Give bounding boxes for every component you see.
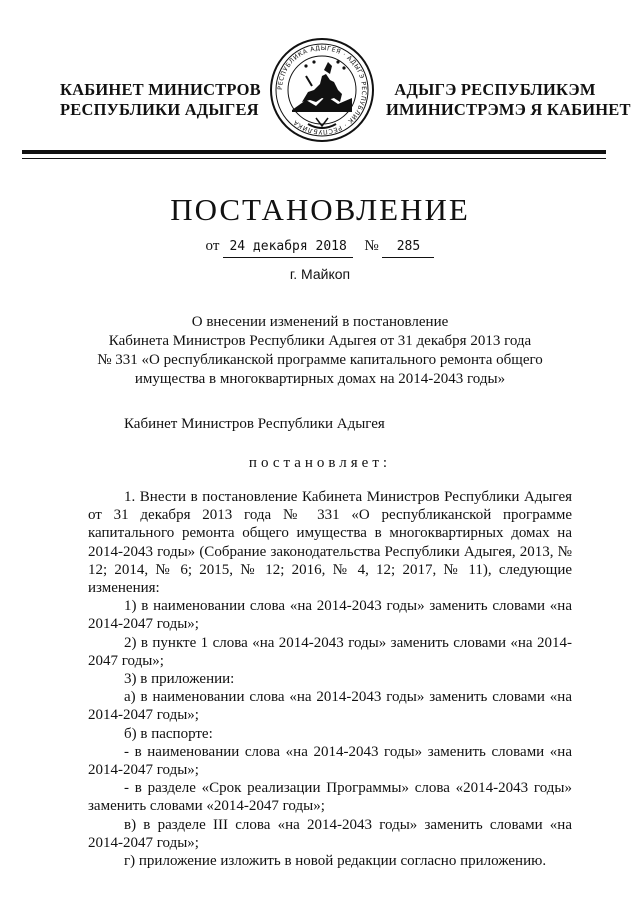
subject-line: Кабинета Министров Республики Адыгея от 31 декабря 2013 года xyxy=(108,333,532,349)
body-paragraph: а) в наименовании слова «на 2014-2043 годы» заменить словами «на 2014-2047 годы»; xyxy=(88,689,572,724)
issuer-header-adyghe xyxy=(386,80,631,120)
body-paragraph: 1. Внести в постановление Кабинета Министров Республики Адыгея от 31 декабря 2013 года № 331 «О республиканской программе капитального ремонта общего имущества в многоквартирных домах на 2014-2043 годы» (Собрание законодательства Республики Адыгея, 2013, № 12; 2014, № 6; 2015, № 12; 2016, № 4, 12; 2017, № 11), следующие изменения: xyxy=(88,489,572,597)
body-paragraph: в) в разделе III слова «на 2014-2043 годы» заменить словами «на 2014-2047 годы»; xyxy=(88,816,572,851)
document-city: г. Майкоп xyxy=(289,266,351,282)
document-subject xyxy=(60,313,580,389)
decree-word: постановляет: xyxy=(248,455,392,471)
body-paragraph: б) в паспорте: xyxy=(124,725,213,742)
body-paragraph: 2) в пункте 1 слова «на 2014-2043 годы» заменить словами «на 2014-2047 годы»; xyxy=(88,634,572,669)
issuing-body: Кабинет Министров Республики Адыгея xyxy=(124,416,385,432)
body-paragraph: - в наименовании слова «на 2014-2043 годы» заменить словами «на 2014-2047 годы»; xyxy=(88,743,572,779)
subject-line: № 331 «О республиканской программе капитального ремонта общего xyxy=(97,352,543,368)
header-right-line-2: ИМИНИСТРЭМЭ Я КАБИНЕТ xyxy=(386,100,631,119)
header-divider-thin xyxy=(22,158,606,159)
subject-line: имущества в многоквартирных домах на 2014-2043 годы» xyxy=(134,371,506,387)
state-emblem-seal xyxy=(268,36,376,144)
date-number-line xyxy=(0,236,640,258)
body-paragraph: - в разделе «Срок реализации Программы» слова «2014-2043 годы» заменить словами «2014-2047 годы»; xyxy=(88,780,572,815)
header-left-line-2: РЕСПУБЛИКИ АДЫГЕЯ xyxy=(60,100,259,119)
document-title: ПОСТАНОВЛЕНИЕ xyxy=(170,192,470,227)
body-paragraph: 3) в приложении: xyxy=(124,671,235,688)
document-body xyxy=(88,488,572,870)
svg-text:РЕСПУБЛИКА АДЫГЕЯ · АДЫГЭ РЕСП: РЕСПУБЛИКА АДЫГЕЯ · АДЫГЭ РЕСПУБЛИК · РЕСПУБЛИКА xyxy=(276,44,368,136)
date-prefix: от xyxy=(205,238,220,254)
body-paragraph: 1) в наименовании слова «на 2014-2043 годы» заменить словами «на 2014-2047 годы»; xyxy=(88,598,572,633)
header-left-line-1: КАБИНЕТ МИНИСТРОВ xyxy=(60,80,261,99)
header-right-line-1: АДЫГЭ РЕСПУБЛИКЭМ xyxy=(394,80,596,99)
number-prefix: № xyxy=(364,238,379,254)
body-paragraph: г) приложение изложить в новой редакции согласно приложению. xyxy=(124,853,547,870)
subject-line: О внесении изменений в постановление xyxy=(191,314,449,330)
document-date: 24 декабря 2018 xyxy=(223,237,353,258)
document-number: 285 xyxy=(382,237,434,258)
header-divider-thick xyxy=(22,150,606,154)
issuer-header-russian xyxy=(60,80,261,120)
